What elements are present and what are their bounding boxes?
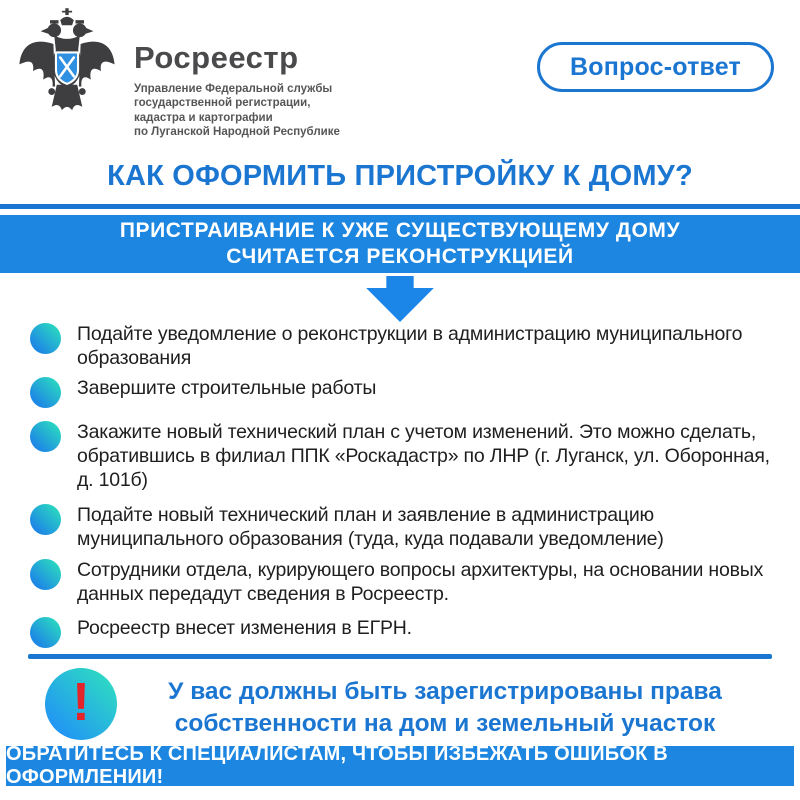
list-item [30,559,775,607]
step-text: Завершите строительные работы [77,377,377,399]
statement-banner-text: ПРИСТРАИВАНИЕ К УЖЕ СУЩЕСТВУЮЩЕМУ ДОМУ СЧИТАЕТСЯ РЕКОНСТРУКЦИЕЙ [119,218,681,268]
rosreestr-eagle-logo [16,4,118,140]
down-arrow-icon [364,276,436,322]
step-text: Закажите новый технический план с учетом изменений. Это можно сделать, обратившись в филиал ППК «Роскадастр» по ЛНР (г. Луганск, ул. Оборонная, д. 101б) [77,421,770,491]
step-text: Сотрудники отдела, курирующего вопросы архитектуры, на основании новых данных передадут сведения в Росреестр. [77,559,764,605]
list-item [30,617,775,648]
step-bullet-icon [30,323,61,354]
title-divider [0,204,800,209]
brand-subtitle-line: государственной регистрации, [134,97,311,110]
brand-subtitle-line: кадастра и картографии [134,111,273,124]
page-title: КАК ОФОРМИТЬ ПРИСТРОЙКУ К ДОМУ? [107,160,693,192]
step-text: Подайте новый технический план и заявление в администрацию муниципального образования (туда, куда подавали уведомление) [77,504,664,550]
step-bullet-icon [30,617,61,648]
footer-banner-text: ОБРАТИТЕСЬ К СПЕЦИАЛИСТАМ, ЧТОБЫ ИЗБЕЖАТЬ ОШИБОК В ОФОРМЛЕНИИ! [6,743,668,788]
warning-text: У вас должны быть зарегистрированы права собственности на дом и земельный участок [168,678,722,737]
list-item [30,421,775,492]
footer-banner [6,743,794,788]
brand-name: Росреестр [134,40,299,75]
list-item [30,323,775,371]
step-text: Подайте уведомление о реконструкции в администрацию муниципального образования [77,323,743,369]
step-bullet-icon [30,504,61,535]
brand-subtitle-line: Управление Федеральной службы [134,83,333,95]
statement-banner [0,215,800,273]
step-bullet-icon [30,377,61,408]
section-divider [28,654,772,659]
list-item [30,377,775,408]
step-bullet-icon [30,559,61,590]
step-bullet-icon [30,421,61,452]
brand-subtitle [134,82,464,140]
brand-subtitle-line: по Луганской Народной Республике [134,126,340,139]
list-item [30,504,775,552]
step-text: Росреестр внесет изменения в ЕГРН. [77,617,412,639]
brand-block [134,40,464,140]
exclamation-mark: ! [72,672,90,732]
question-answer-badge[interactable]: Вопрос-ответ [537,42,774,92]
exclamation-icon [45,668,117,740]
